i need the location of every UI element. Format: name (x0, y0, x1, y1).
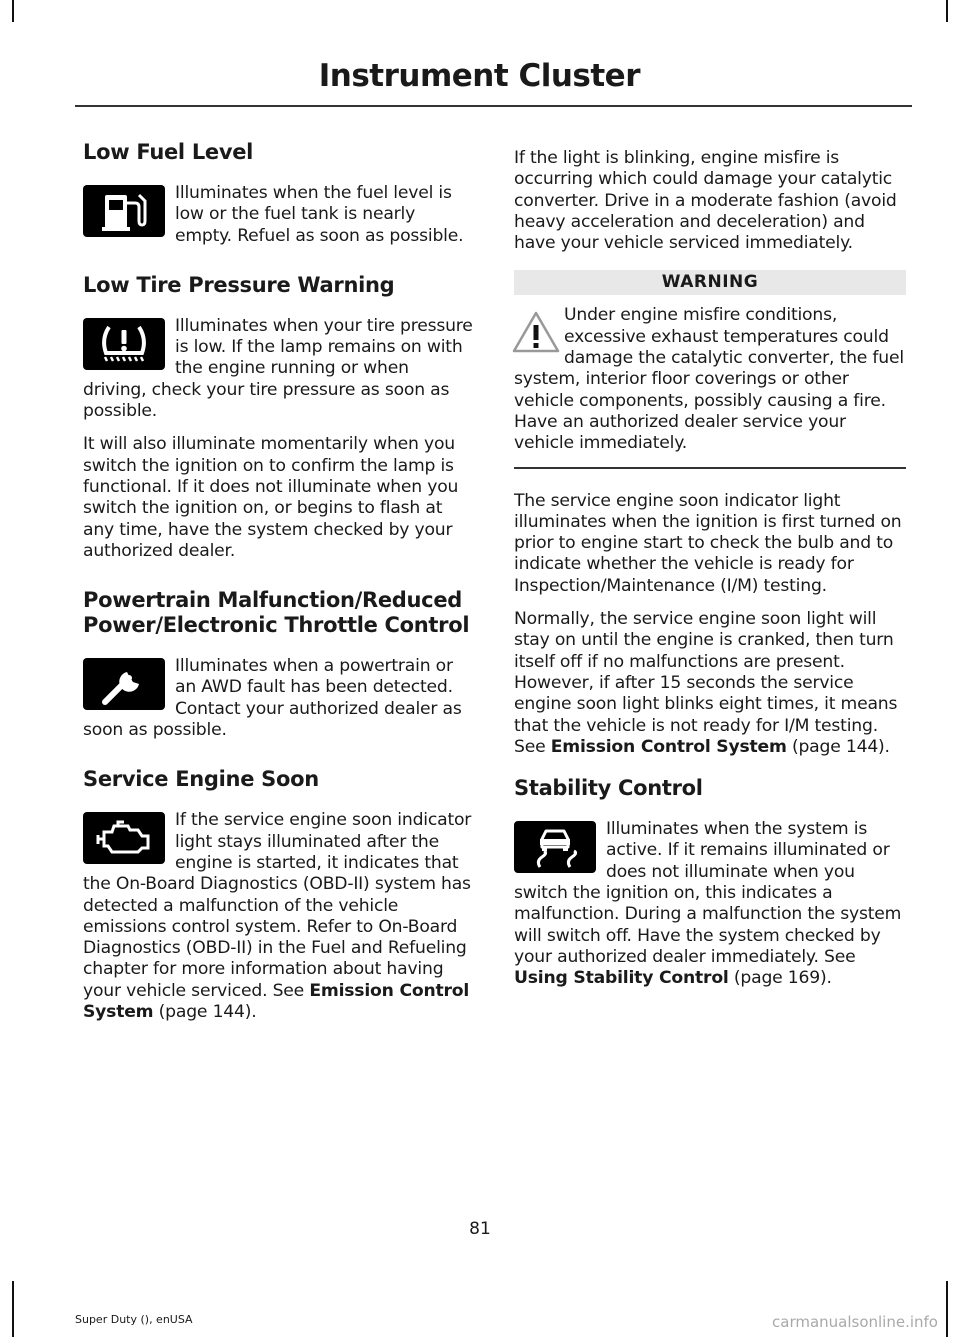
tire-pressure-text: Illuminates when your tire pressure is low. If the lamp remains on with the engine running or when driving, check your tire pressure as soon as possible. (83, 315, 473, 422)
warning-triangle-icon (510, 307, 562, 359)
check-engine-icon (83, 812, 165, 864)
footer-book-title: Super Duty (), enUSA (75, 1313, 193, 1326)
section-powertrain (83, 656, 475, 741)
emission-control-link[interactable]: Emission Control System (83, 980, 470, 1023)
section-stability (514, 819, 906, 989)
section-heading-stability: Stability Control (514, 776, 703, 801)
left-column (83, 140, 475, 1035)
section-heading-powertrain: Powertrain Malfunction/Reduced Power/Electronic Throttle Control (83, 588, 470, 638)
section-tire-pressure (83, 316, 475, 562)
powertrain-text: Illuminates when a powertrain or an AWD fault has been detected. Contact your authorized dealer as soon as possible. (83, 656, 462, 741)
section-heading-service-engine: Service Engine Soon (83, 767, 319, 792)
warning-label: WARNING (514, 270, 906, 295)
section-heading-low-fuel: Low Fuel Level (83, 140, 254, 164)
service-engine-body: If the service engine soon indicator light stays illuminated after the engine is started, it indicates that the On-Board Diagnostics (OBD-II) system has detected a malfunction of the vehicle emissions control system. Refer to On-Board Diagnostics (OBD-II) in the Fuel and Refueling chapter for more information about having your vehicle serviced. See (83, 810, 472, 1001)
stability-page-ref: (page 169). (733, 968, 832, 989)
section-service-engine (83, 810, 475, 1023)
crop-mark-top-right (946, 0, 948, 22)
crop-mark-top-left (12, 0, 14, 22)
service-indicator-text-2 (514, 609, 906, 758)
page-title: Instrument Cluster (318, 58, 640, 94)
tire-pressure-icon (83, 318, 165, 370)
low-fuel-text: Illuminates when the fuel level is low or the fuel tank is nearly empty. Refuel as soon as possible. (175, 183, 464, 246)
stability-control-link[interactable]: Using Stability Control (514, 968, 729, 989)
service-indicator-body: Normally, the service engine soon light will stay on until the engine is cranked, then turn itself off if no malfunctions are present. However, if after 15 seconds the service engine soon light blinks eight times, it means that the vehicle is not ready for I/M testing. See (514, 609, 898, 757)
emission-page-ref: (page 144). (158, 1002, 257, 1023)
service-indicator-text-1: The service engine soon indicator light illuminates when the ignition is first turned on prior to engine start to check the bulb and to indicate whether the vehicle is ready for Inspection/Maintenance (I/M) testing. (514, 490, 902, 596)
tire-pressure-text-2: It will also illuminate momentarily when you switch the ignition on to confirm the lamp is functional. If it does not illuminate when you switch the ignition on, or begins to flash at any time, have the system checked by your authorized dealer. (83, 434, 459, 561)
stability-control-icon (514, 821, 596, 873)
emission-page-ref-2: (page 144). (791, 736, 890, 757)
warning-divider (514, 467, 906, 469)
page-number: 81 (469, 1219, 491, 1239)
section-low-fuel (83, 183, 475, 247)
misfire-text: If the light is blinking, engine misfire is occurring which could damage your catalytic converter. Drive in a moderate fashion (avoid heavy acceleration and deceleration) and have your vehicle serviced immediately. (514, 148, 897, 254)
watermark: carmanualsonline.info (772, 1313, 938, 1331)
section-heading-tire-pressure: Low Tire Pressure Warning (83, 272, 395, 297)
warning-text: Under engine misfire conditions, excessive exhaust temperatures could damage the catalytic converter, the fuel system, interior floor coverings or other vehicle components, possibly causing a fire. Have an authorized dealer service your vehicle immediately. (514, 305, 904, 454)
emission-control-link-2[interactable]: Emission Control System (550, 736, 787, 757)
wrench-icon (83, 658, 165, 710)
crop-mark-bottom-left (12, 1281, 14, 1337)
header-divider (75, 105, 912, 107)
crop-mark-bottom-right (946, 1281, 948, 1337)
stability-body: Illuminates when the system is active. If it remains illuminated or does not illuminate when you switch the ignition on, this indicates a malfunction. During a malfunction the system will switch off. Have the system checked by your authorized dealer immediately. See (514, 819, 902, 967)
fuel-pump-icon (83, 185, 165, 237)
right-column (514, 148, 906, 1002)
warning-box (514, 305, 906, 454)
